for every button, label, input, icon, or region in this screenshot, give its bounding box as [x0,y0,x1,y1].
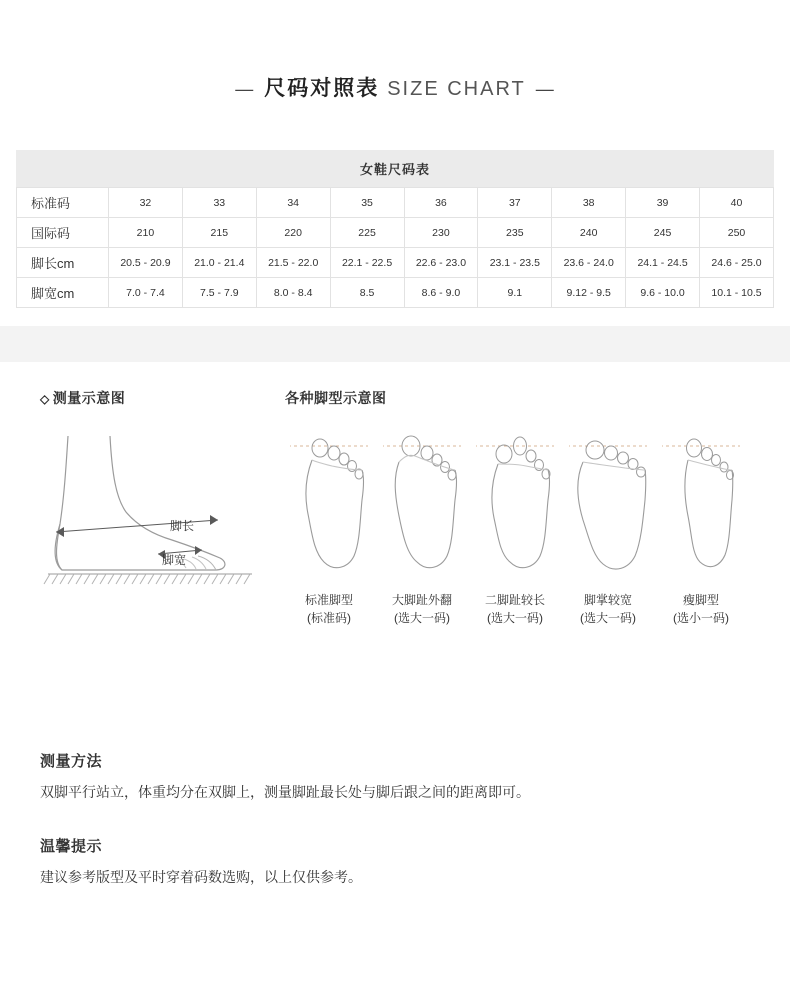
page-title [0,72,790,102]
foot-type-advice: (选大一码) [487,611,543,625]
cell: 40 [700,188,774,218]
foot-type-caption [564,591,652,627]
measure-diagram-panel [40,388,260,608]
cell: 23.6 - 24.0 [552,248,626,278]
foot-type-caption [471,591,559,627]
cell: 22.6 - 23.0 [404,248,478,278]
cell: 9.1 [478,278,552,308]
diagram-section [0,388,790,678]
cell: 39 [626,188,700,218]
title-chinese: 尺码对照表 [264,77,380,100]
cell: 38 [552,188,626,218]
foot-types-panel [285,388,755,627]
measure-diagram-heading-text: 测量示意图 [52,390,126,406]
foot-type-name: 瘦脚型 [682,593,719,607]
cell: 235 [478,218,552,248]
tips-body: 建议参考版型及平时穿着码数选购，以上仅供参考。 [40,869,362,885]
cell: 240 [552,218,626,248]
table-row [17,248,774,278]
cell: 35 [330,188,404,218]
size-table-caption: 女鞋尺码表 [16,150,774,187]
cell: 24.1 - 24.5 [626,248,700,278]
foot-type-item [657,430,745,627]
foot-type-item [378,430,466,627]
foot-types-row [285,430,745,627]
tips-title: 温馨提示 [40,838,103,855]
foot-bunion-icon [383,430,461,580]
row-label-foot-length: 脚长cm [17,248,109,278]
cell: 21.5 - 22.0 [256,248,330,278]
title-dash-right: — [535,78,555,99]
foot-type-advice: (选大一码) [394,611,450,625]
cell: 20.5 - 20.9 [109,248,183,278]
cell: 245 [626,218,700,248]
measure-method-title: 测量方法 [40,753,103,770]
foot-length-label: 脚长 [170,519,195,533]
cell: 32 [109,188,183,218]
size-table [16,150,774,308]
section-divider-band [0,326,790,362]
title-english: SIZE CHART [387,78,526,100]
cell: 210 [109,218,183,248]
measure-method-block [40,750,750,803]
row-label-international: 国际码 [17,218,109,248]
foot-long-second-toe-icon [476,430,554,580]
cell: 34 [256,188,330,218]
foot-width-label: 脚宽 [162,553,187,567]
foot-type-advice: (选小一码) [673,611,729,625]
cell: 36 [404,188,478,218]
cell: 22.1 - 22.5 [330,248,404,278]
table-row [17,218,774,248]
foot-types-heading: 各种脚型示意图 [285,390,387,406]
cell: 7.0 - 7.4 [109,278,183,308]
cell: 24.6 - 25.0 [700,248,774,278]
measure-method-body: 双脚平行站立，体重均分在双脚上，测量脚趾最长处与脚后跟之间的距离即可。 [40,784,530,800]
diamond-icon: ◇ [40,392,50,406]
foot-standard-icon [290,430,368,580]
cell: 215 [182,218,256,248]
cell: 225 [330,218,404,248]
cell: 220 [256,218,330,248]
foot-type-item [471,430,559,627]
foot-type-caption [657,591,745,627]
foot-type-name: 脚掌较宽 [583,593,632,607]
cell: 250 [700,218,774,248]
foot-wide-icon [569,430,647,580]
tips-block [40,835,750,888]
size-table-wrapper [16,150,774,308]
foot-type-advice: (选大一码) [580,611,636,625]
cell: 8.6 - 9.0 [404,278,478,308]
cell: 33 [182,188,256,218]
cell: 230 [404,218,478,248]
foot-type-name: 二脚趾较长 [484,593,545,607]
cell: 8.5 [330,278,404,308]
cell: 23.1 - 23.5 [478,248,552,278]
cell: 37 [478,188,552,218]
cell: 9.6 - 10.0 [626,278,700,308]
cell: 7.5 - 7.9 [182,278,256,308]
row-label-foot-width: 脚宽cm [17,278,109,308]
foot-type-name: 大脚趾外翻 [391,593,452,607]
measure-diagram-heading [40,388,260,408]
foot-side-view-icon [40,428,260,603]
row-label-standard: 标准码 [17,188,109,218]
title-dash-left: — [235,78,255,99]
cell: 10.1 - 10.5 [700,278,774,308]
cell: 21.0 - 21.4 [182,248,256,278]
table-row [17,188,774,218]
cell: 8.0 - 8.4 [256,278,330,308]
foot-type-advice: (标准码) [307,611,351,625]
table-row [17,278,774,308]
foot-type-item [285,430,373,627]
cell: 9.12 - 9.5 [552,278,626,308]
foot-type-caption [378,591,466,627]
foot-type-caption [285,591,373,627]
foot-type-name: 标准脚型 [304,593,353,607]
foot-narrow-icon [662,430,740,580]
foot-type-item [564,430,652,627]
